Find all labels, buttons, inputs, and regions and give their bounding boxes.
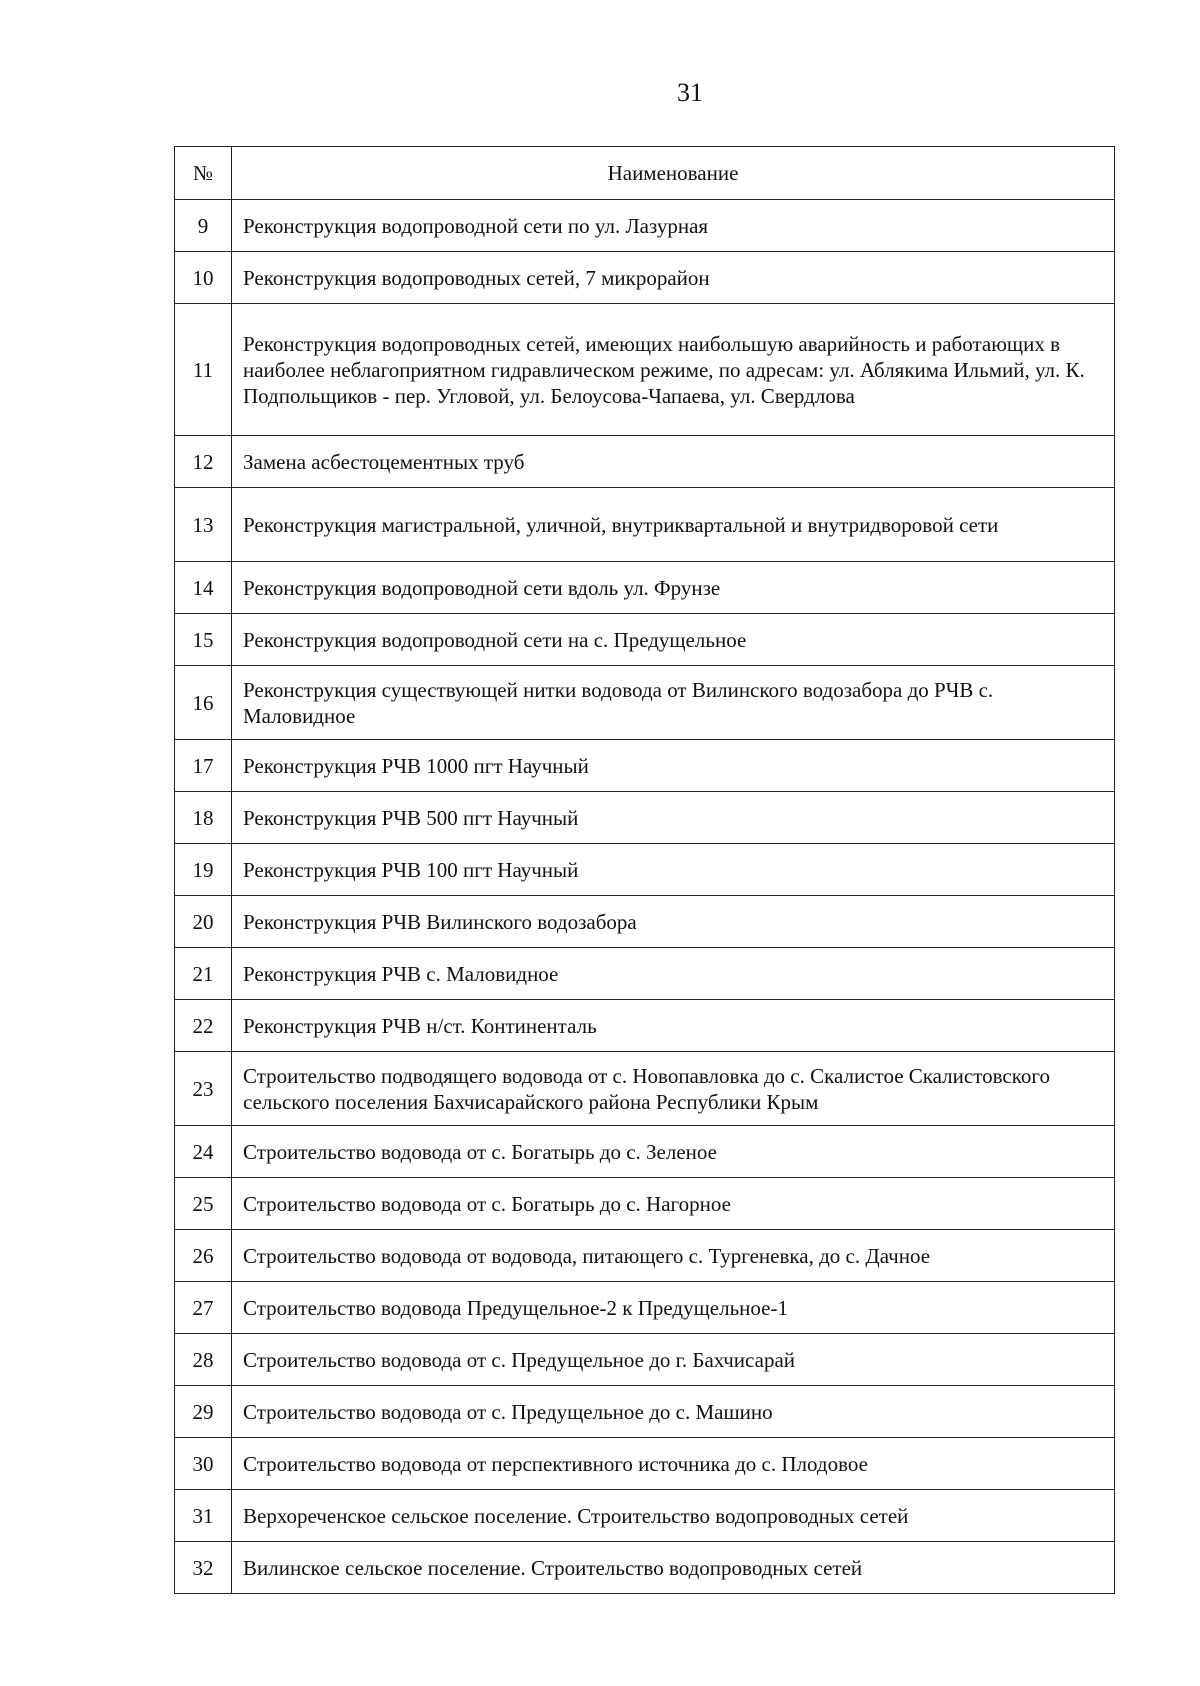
header-number: №: [175, 147, 232, 200]
table-row: [175, 488, 1115, 562]
row-name: Реконструкция водопроводных сетей, имеющих наибольшую аварийность и работающих в наиболее неблагоприятном гидравлическом режиме, по адресам: ул. Аблякима Ильмий, ул. К. Подпольщиков - пер. Угловой, ул. Белоусова-Чапаева, ул. Свердлова: [232, 304, 1115, 436]
table-row: [175, 1178, 1115, 1230]
row-name: Строительство водовода от с. Богатырь до с. Нагорное: [232, 1178, 1115, 1230]
row-number: 21: [175, 948, 232, 1000]
row-name: Строительство водовода от с. Предущельное до с. Машино: [232, 1386, 1115, 1438]
row-name: Замена асбестоцементных труб: [232, 436, 1115, 488]
row-name: Реконструкция водопроводной сети по ул. Лазурная: [232, 200, 1115, 252]
table-row: [175, 844, 1115, 896]
row-number: 26: [175, 1230, 232, 1282]
row-name: Реконструкция РЧВ 1000 пгт Научный: [232, 740, 1115, 792]
row-number: 28: [175, 1334, 232, 1386]
row-name: Строительство водовода от перспективного источника до с. Плодовое: [232, 1438, 1115, 1490]
table-row: [175, 1386, 1115, 1438]
row-number: 11: [175, 304, 232, 436]
row-number: 23: [175, 1052, 232, 1126]
row-name: Строительство водовода Предущельное-2 к Предущельное-1: [232, 1282, 1115, 1334]
row-name: Верхореченское сельское поселение. Строительство водопроводных сетей: [232, 1490, 1115, 1542]
row-number: 32: [175, 1542, 232, 1594]
header-name: Наименование: [232, 147, 1115, 200]
row-name: Строительство подводящего водовода от с. Новопавловка до с. Скалистое Скалистовского сельского поселения Бахчисарайского района Республики Крым: [232, 1052, 1115, 1126]
row-number: 9: [175, 200, 232, 252]
row-number: 20: [175, 896, 232, 948]
row-number: 18: [175, 792, 232, 844]
row-name: Реконструкция водопроводных сетей, 7 микрорайон: [232, 252, 1115, 304]
table-row: [175, 792, 1115, 844]
table-row: [175, 304, 1115, 436]
table-row: [175, 1230, 1115, 1282]
row-name: Реконструкция РЧВ 100 пгт Научный: [232, 844, 1115, 896]
row-name: Строительство водовода от с. Предущельное до г. Бахчисарай: [232, 1334, 1115, 1386]
table-row: [175, 896, 1115, 948]
row-number: 30: [175, 1438, 232, 1490]
row-number: 17: [175, 740, 232, 792]
row-number: 31: [175, 1490, 232, 1542]
row-number: 19: [175, 844, 232, 896]
row-number: 22: [175, 1000, 232, 1052]
row-number: 24: [175, 1126, 232, 1178]
row-name: Реконструкция РЧВ н/ст. Континенталь: [232, 1000, 1115, 1052]
table-row: [175, 1000, 1115, 1052]
row-number: 15: [175, 614, 232, 666]
row-name: Реконструкция РЧВ 500 пгт Научный: [232, 792, 1115, 844]
row-name: Реконструкция РЧВ Вилинского водозабора: [232, 896, 1115, 948]
table-row: [175, 1282, 1115, 1334]
row-number: 25: [175, 1178, 232, 1230]
table-row: [175, 436, 1115, 488]
row-name: Реконструкция магистральной, уличной, внутриквартальной и внутридворовой сети: [232, 488, 1115, 562]
table-row: [175, 562, 1115, 614]
row-number: 13: [175, 488, 232, 562]
table-row: [175, 948, 1115, 1000]
table-row: [175, 252, 1115, 304]
row-name: Реконструкция существующей нитки водовода от Вилинского водозабора до РЧВ с. Маловидное: [232, 666, 1115, 740]
table-row: [175, 1542, 1115, 1594]
table-row: [175, 1438, 1115, 1490]
row-name: Реконструкция водопроводной сети на с. Предущельное: [232, 614, 1115, 666]
page-number: 31: [677, 78, 703, 107]
table-row: [175, 666, 1115, 740]
projects-table: [174, 146, 1115, 1594]
row-name: Реконструкция водопроводной сети вдоль ул. Фрунзе: [232, 562, 1115, 614]
row-name: Вилинское сельское поселение. Строительство водопроводных сетей: [232, 1542, 1115, 1594]
row-number: 27: [175, 1282, 232, 1334]
row-number: 14: [175, 562, 232, 614]
table-row: [175, 1490, 1115, 1542]
row-name: Строительство водовода от водовода, питающего с. Тургеневка, до с. Дачное: [232, 1230, 1115, 1282]
table-row: [175, 1126, 1115, 1178]
row-number: 16: [175, 666, 232, 740]
row-number: 12: [175, 436, 232, 488]
table-row: [175, 614, 1115, 666]
table-row: [175, 1052, 1115, 1126]
table-header-row: [175, 147, 1115, 200]
table-row: [175, 200, 1115, 252]
row-number: 10: [175, 252, 232, 304]
table-row: [175, 1334, 1115, 1386]
table-row: [175, 740, 1115, 792]
row-name: Реконструкция РЧВ с. Маловидное: [232, 948, 1115, 1000]
row-name: Строительство водовода от с. Богатырь до с. Зеленое: [232, 1126, 1115, 1178]
row-number: 29: [175, 1386, 232, 1438]
